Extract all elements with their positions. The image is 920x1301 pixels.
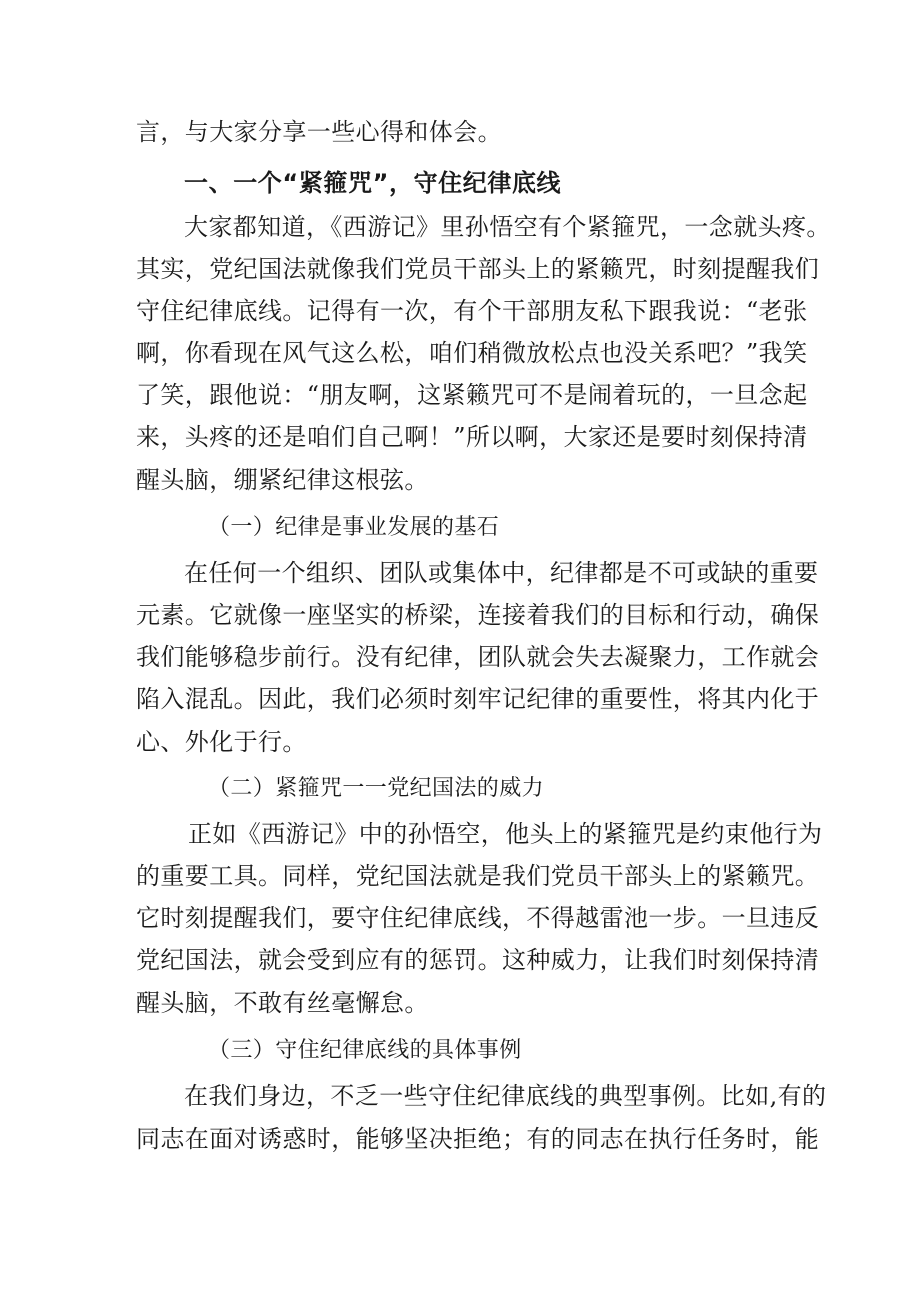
section-heading: 一、一个“紧箍咒”，守住纪律底线: [184, 169, 562, 197]
paragraph-line: 我们能够稳步前行。没有纪律，团队就会失去凝聚力，工作就会: [136, 643, 820, 671]
paragraph-line: 元素。它就像一座坚实的桥梁，连接着我们的目标和行动，确保: [136, 601, 820, 629]
paragraph-line: 来，头疼的还是咱们自己啊！”所以啊，大家还是要时刻保持清: [136, 423, 808, 451]
paragraph-line: 它时刻提醒我们，要守住纪律底线，不得越雷池一步。一旦违反: [136, 904, 820, 932]
subsection-heading: （一）纪律是事业发展的基石: [208, 515, 500, 540]
paragraph-line: 党纪国法，就会受到应有的惩罚。这种威力，让我们时刻保持清: [136, 946, 820, 974]
paragraph-line: 同志在面对诱惑时，能够坚决拒绝；有的同志在执行任务时，能: [136, 1125, 820, 1153]
paragraph-line: 醒头脑，不敢有丝毫懈怠。: [136, 989, 429, 1017]
paragraph-line: 其实，党纪国法就像我们党员干部头上的紧籁咒，时刻提醒我们: [136, 255, 820, 283]
paragraph-line: 啊，你看现在风气这么松，咱们稍微放松点也没关系吧？”我笑: [136, 339, 808, 367]
paragraph-line: 守住纪律底线。记得有一次，有个干部朋友私下跟我说：“老张: [136, 297, 808, 325]
paragraph-line: 醒头脑，绷紧纪律这根弦。: [136, 466, 429, 494]
paragraph-line: 大家都知道，《西游记》里孙悟空有个紧箍咒，一念就头疼。: [184, 213, 831, 241]
paragraph-line: 在任何一个组织、团队或集体中，纪律都是不可或缺的重要: [184, 559, 819, 587]
subsection-heading: （三）守住纪律底线的具体事例: [208, 1038, 522, 1063]
paragraph-line: 陷入混乱。因此，我们必须时刻牢记纪律的重要性，将其内化于: [136, 685, 820, 713]
paragraph-line: 的重要工具。同样，党纪国法就是我们党员干部头上的紧籁咒。: [136, 862, 820, 890]
paragraph-line: 言，与大家分享一些心得和体会。: [136, 118, 502, 146]
subsection-heading: （二）紧箍咒一一党纪国法的威力: [208, 776, 545, 801]
paragraph-line: 了笑，跟他说：“朋友啊，这紧籁咒可不是闹着玩的，一旦念起: [136, 381, 808, 409]
paragraph-line: 正如《西游记》中的孙悟空，他头上的紧箍咒是约束他行为: [188, 820, 823, 848]
paragraph-line: 在我们身边，不乏一些守住纪律底线的典型事例。比如,有的: [184, 1082, 827, 1110]
paragraph-line: 心、外化于行。: [136, 728, 307, 756]
